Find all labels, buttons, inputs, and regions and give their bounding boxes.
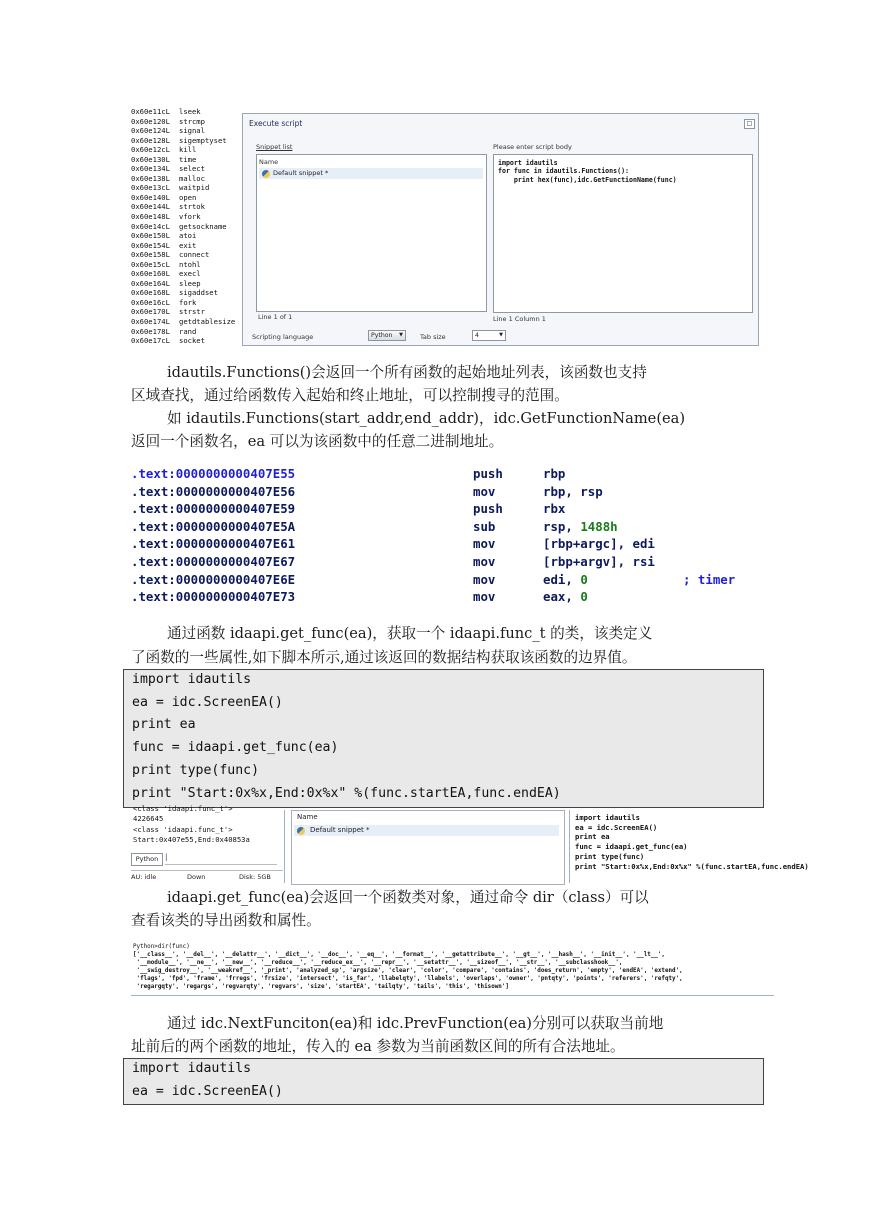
asm-row[interactable] <box>131 589 771 606</box>
snippet-item[interactable]: Default snippet * <box>273 169 329 177</box>
line-status: Line 1 of 1 <box>258 313 293 321</box>
function-name: exit <box>179 240 197 250</box>
asm-operands: rsp, <box>543 518 581 534</box>
asm-row[interactable] <box>131 554 771 571</box>
status-bar <box>131 870 283 883</box>
function-list-row[interactable] <box>131 241 243 251</box>
function-name: waitpid <box>179 183 210 193</box>
function-list-row[interactable] <box>131 231 243 241</box>
asm-row[interactable] <box>131 519 771 536</box>
script-line: ea = idc.ScreenEA() <box>575 822 658 832</box>
asm-address: .text:0000000000407E56 <box>131 483 296 499</box>
script-line: print type(func) <box>575 851 645 861</box>
function-address: 0x60e138L <box>131 173 170 183</box>
function-list <box>131 107 243 346</box>
output-line: <class 'idaapi.func_t'> <box>133 824 233 834</box>
function-name: open <box>179 192 197 202</box>
asm-row[interactable] <box>131 536 771 553</box>
function-address: 0x60e170L <box>131 307 170 317</box>
script-body-editor[interactable] <box>569 810 870 883</box>
asm-operands: eax, <box>543 589 581 605</box>
tab-size-value: 4 <box>475 332 479 339</box>
function-address: 0x60e164L <box>131 278 170 288</box>
paragraph-1-line-2: 区域查找，通过给函数传入起始和终止地址，可以控制搜寻的范围。 <box>131 387 569 404</box>
function-address: 0x60e12cL <box>131 145 170 155</box>
asm-immediate: 0 <box>580 589 588 605</box>
python-icon <box>262 170 270 178</box>
chevron-down-icon: ▼ <box>399 332 403 338</box>
paragraph-4-line-2: 查看该类的导出函数和属性。 <box>131 912 321 929</box>
script-line: print "Start:0x%x,End:0x%x" %(func.startEA,func.endEA) <box>575 861 809 871</box>
python-button[interactable]: Python <box>131 853 163 866</box>
function-address: 0x60e134L <box>131 164 170 174</box>
close-icon[interactable]: □ <box>744 119 755 129</box>
function-address: 0x60e120L <box>131 116 170 126</box>
ida-output-screenshot <box>131 804 869 883</box>
function-name: socket <box>179 336 205 346</box>
function-list-row[interactable] <box>131 222 243 232</box>
function-address: 0x60e15cL <box>131 259 170 269</box>
code-line: import idautils <box>132 672 252 687</box>
function-list-row[interactable] <box>131 183 243 193</box>
asm-address: .text:0000000000407E6E <box>131 571 296 587</box>
function-name: signal <box>179 126 205 136</box>
function-list-row[interactable] <box>131 269 243 279</box>
asm-mnemonic: mov <box>473 483 496 499</box>
asm-operands: [rbp+argc], edi <box>543 536 655 552</box>
language-dropdown[interactable] <box>368 330 406 341</box>
output-line: ['__class__', '__del__', '__delattr__', '__dict__', '__doc__', '__eq__', '__format__', '__getattribute__', '__gt__', '__hash__', '__init__', '__lt__', <box>133 952 665 959</box>
dialog-title: Execute script <box>249 119 303 128</box>
scripting-language-label: Scripting language <box>252 333 314 341</box>
script-line: print ea <box>575 832 610 842</box>
dir-output-screenshot <box>131 942 774 998</box>
cursor-status: Line 1 Column 1 <box>493 315 546 323</box>
language-value: Python <box>371 332 393 339</box>
function-list-row[interactable] <box>131 136 243 146</box>
paragraph-5-line-1: 通过 idc.NextFunciton(ea)和 idc.PrevFunction(ea)分别可以获取当前地 <box>167 1015 664 1032</box>
function-address: 0x60e128L <box>131 135 170 145</box>
command-input[interactable]: | <box>165 853 277 865</box>
output-line: '__swig_destroy__', '__weakref__', '_print', 'analyzed_sp', 'argsize', 'clear', 'color', 'compare', 'contains', 'does_return', 'empty', 'endEA', 'extend', <box>133 968 683 975</box>
code-line: ea = idc.ScreenEA() <box>132 694 283 710</box>
asm-immediate: 1488h <box>580 518 618 534</box>
output-window <box>133 804 288 845</box>
asm-immediate: 0 <box>580 571 588 587</box>
function-address: 0x60e11cL <box>131 107 170 116</box>
function-address: 0x60e160L <box>131 269 170 279</box>
asm-row[interactable] <box>131 572 771 589</box>
function-address: 0x60e140L <box>131 192 170 202</box>
script-line: import idautils <box>575 813 640 822</box>
asm-operands: edi, <box>543 571 581 587</box>
code-line: func = idaapi.get_func(ea) <box>132 740 339 756</box>
function-address: 0x60e154L <box>131 240 170 250</box>
function-list-row[interactable] <box>131 279 243 289</box>
function-name: getdtablesize <box>179 317 236 327</box>
paragraph-3-line-1: 通过函数 idaapi.get_func(ea)，获取一个 idaapi.func_t 的类，该类定义 <box>167 625 653 642</box>
function-address: 0x60e158L <box>131 250 170 260</box>
execute-script-screenshot <box>131 107 758 346</box>
script-line: import idautils <box>498 159 558 167</box>
asm-row[interactable] <box>131 466 771 483</box>
script-line: print hex(func),idc.GetFunctionName(func) <box>498 175 677 184</box>
script-body-label: Please enter script body <box>493 143 572 151</box>
function-name: lseek <box>179 107 201 116</box>
function-address: 0x60e148L <box>131 212 170 222</box>
function-name: time <box>179 154 197 164</box>
paragraph-3-line-2: 了函数的一些属性,如下脚本所示,通过该返回的数据结构获取该函数的边界值。 <box>131 649 637 666</box>
function-address: 0x60e14cL <box>131 221 170 231</box>
function-list-row[interactable] <box>131 117 243 127</box>
asm-address: .text:0000000000407E61 <box>131 536 296 552</box>
dir-output <box>133 943 683 992</box>
asm-address: .text:0000000000407E55 <box>131 466 296 481</box>
code-line: import idautils <box>132 1061 252 1076</box>
asm-row[interactable] <box>131 501 771 518</box>
function-name: vfork <box>179 212 201 222</box>
paragraph-1-line-1: idautils.Functions()会返回一个所有函数的起始地址列表，该函数也支持 <box>167 364 647 381</box>
function-address: 0x60e124L <box>131 126 170 136</box>
function-name: select <box>179 164 205 174</box>
asm-operands: rbx <box>543 501 566 517</box>
function-address: 0x60e13cL <box>131 183 170 193</box>
paragraph-2-line-1: 如 idautils.Functions(start_addr,end_addr)，idc.GetFunctionName(ea) <box>167 410 686 427</box>
script-line: func = idaapi.get_func(ea) <box>575 842 688 852</box>
script-code[interactable] <box>498 159 677 184</box>
code-line: print type(func) <box>132 762 260 778</box>
asm-address: .text:0000000000407E67 <box>131 554 296 569</box>
function-list-row[interactable] <box>131 174 243 184</box>
function-list-row[interactable] <box>131 107 243 117</box>
function-list-row[interactable] <box>131 155 243 165</box>
function-list-row[interactable] <box>131 250 243 260</box>
name-column-header[interactable]: Name <box>297 813 318 821</box>
divider <box>131 995 774 996</box>
snippet-list-label: Snippet list <box>256 143 293 151</box>
function-name: sigaddset <box>179 288 218 298</box>
function-address: 0x60e130L <box>131 154 170 164</box>
asm-mnemonic: sub <box>473 518 496 534</box>
snippet-list[interactable] <box>256 154 487 312</box>
status-direction: Down <box>187 873 206 881</box>
status-analysis: AU: idle <box>131 873 157 881</box>
function-list-row[interactable] <box>131 193 243 203</box>
tab-size-label: Tab size <box>420 333 446 341</box>
function-address: 0x60e168L <box>131 288 170 298</box>
function-list-row[interactable] <box>131 126 243 136</box>
script-body-editor[interactable] <box>493 154 753 313</box>
paragraph-2-line-2: 返回一个函数名，ea 可以为该函数中的任意二进制地址。 <box>131 433 504 450</box>
tab-size-dropdown[interactable] <box>472 330 506 341</box>
script-code[interactable] <box>575 813 809 871</box>
name-column-header[interactable]: Name <box>259 158 279 166</box>
asm-mnemonic: mov <box>473 554 496 569</box>
function-list-row[interactable] <box>131 298 243 308</box>
asm-address: .text:0000000000407E73 <box>131 589 296 605</box>
function-list-row[interactable] <box>131 260 243 270</box>
snippet-list[interactable] <box>291 810 565 885</box>
paragraph-4-line-1: idaapi.get_func(ea)会返回一个函数类对象，通过命令 dir（class）可以 <box>167 889 649 906</box>
asm-mnemonic: push <box>473 501 503 517</box>
output-line: Python>dir(func) <box>133 944 190 950</box>
function-address: 0x60e144L <box>131 202 170 212</box>
function-name: strstr <box>179 307 205 317</box>
code-line: print "Start:0x%x,End:0x%x" %(func.startEA,func.endEA) <box>132 785 561 801</box>
function-name: sleep <box>179 278 201 288</box>
function-address: 0x60e16cL <box>131 297 170 307</box>
function-name: connect <box>179 250 210 260</box>
output-line: <class 'idaapi.func_t'> <box>133 804 233 813</box>
pane-divider <box>284 810 285 883</box>
function-list-row[interactable] <box>131 336 243 346</box>
execute-script-dialog <box>242 113 759 346</box>
code-line: ea = idc.ScreenEA() <box>132 1083 283 1099</box>
function-name: kill <box>179 145 197 155</box>
asm-mnemonic: push <box>473 466 503 481</box>
function-list-row[interactable] <box>131 202 243 212</box>
function-list-row[interactable] <box>131 212 243 222</box>
output-line: Start:0x407e55,End:0x40853a <box>133 834 250 844</box>
function-name: fork <box>179 297 197 307</box>
asm-comment: ; timer <box>683 571 736 587</box>
asm-mnemonic: mov <box>473 571 496 587</box>
function-name: strcmp <box>179 116 205 126</box>
function-name: sigemptyset <box>179 135 227 145</box>
chevron-down-icon: ▼ <box>499 332 503 338</box>
asm-operands: [rbp+argv], rsi <box>543 554 655 569</box>
function-address: 0x60e17cL <box>131 336 170 346</box>
code-block-next-function <box>123 1058 764 1105</box>
function-list-row[interactable] <box>131 288 243 298</box>
function-name: malloc <box>179 173 205 183</box>
output-line: '__module__', '__ne__', '__new__', '__reduce__', '__reduce_ex__', '__repr__', '__setattr__', '__sizeof__', '__str__', '__subclasshook__', <box>133 960 623 967</box>
snippet-item[interactable]: Default snippet * <box>310 826 370 834</box>
function-name: getsockname <box>179 221 227 231</box>
output-line: 'regargqty', 'regargs', 'regvarqty', 'regvars', 'size', 'startEA', 'tailqty', 'tails', 'this', 'thisown'] <box>133 984 509 991</box>
function-address: 0x60e150L <box>131 231 170 241</box>
function-list-row[interactable] <box>131 307 243 317</box>
asm-address: .text:0000000000407E5A <box>131 518 296 534</box>
function-list-row[interactable] <box>131 145 243 155</box>
function-list-row[interactable] <box>131 317 243 327</box>
function-address: 0x60e178L <box>131 326 170 336</box>
function-name: ntohl <box>179 259 201 269</box>
asm-row[interactable] <box>131 484 771 501</box>
code-block-get-func <box>123 669 764 808</box>
function-list-row[interactable] <box>131 164 243 174</box>
python-icon <box>297 827 305 835</box>
function-list-row[interactable] <box>131 327 243 337</box>
output-line: 'flags', 'fpd', 'frame', 'frregs', 'frsize', 'intersect', 'is_far', 'llabelqty', 'llabels', 'overlaps', 'owner', 'pntqty', 'points', 'referers', 'refqty', <box>133 976 683 983</box>
function-name: atoi <box>179 231 197 241</box>
asm-mnemonic: mov <box>473 589 496 605</box>
asm-address: .text:0000000000407E59 <box>131 501 296 517</box>
function-address: 0x60e174L <box>131 317 170 327</box>
paragraph-5-line-2: 址前后的两个函数的地址，传入的 ea 参数为当前函数区间的所有合法地址。 <box>131 1038 625 1055</box>
status-disk: Disk: 5GB <box>239 873 271 881</box>
asm-operands: rbp, rsp <box>543 483 603 499</box>
output-line: 4226645 <box>133 814 164 824</box>
script-line: for func in idautils.Functions(): <box>498 167 630 176</box>
asm-operands: rbp <box>543 466 566 481</box>
function-name: strtok <box>179 202 205 212</box>
code-line: print ea <box>132 717 196 733</box>
asm-mnemonic: mov <box>473 536 496 552</box>
function-name: rand <box>179 326 197 336</box>
disassembly-listing <box>131 466 771 611</box>
function-name: execl <box>179 269 201 279</box>
